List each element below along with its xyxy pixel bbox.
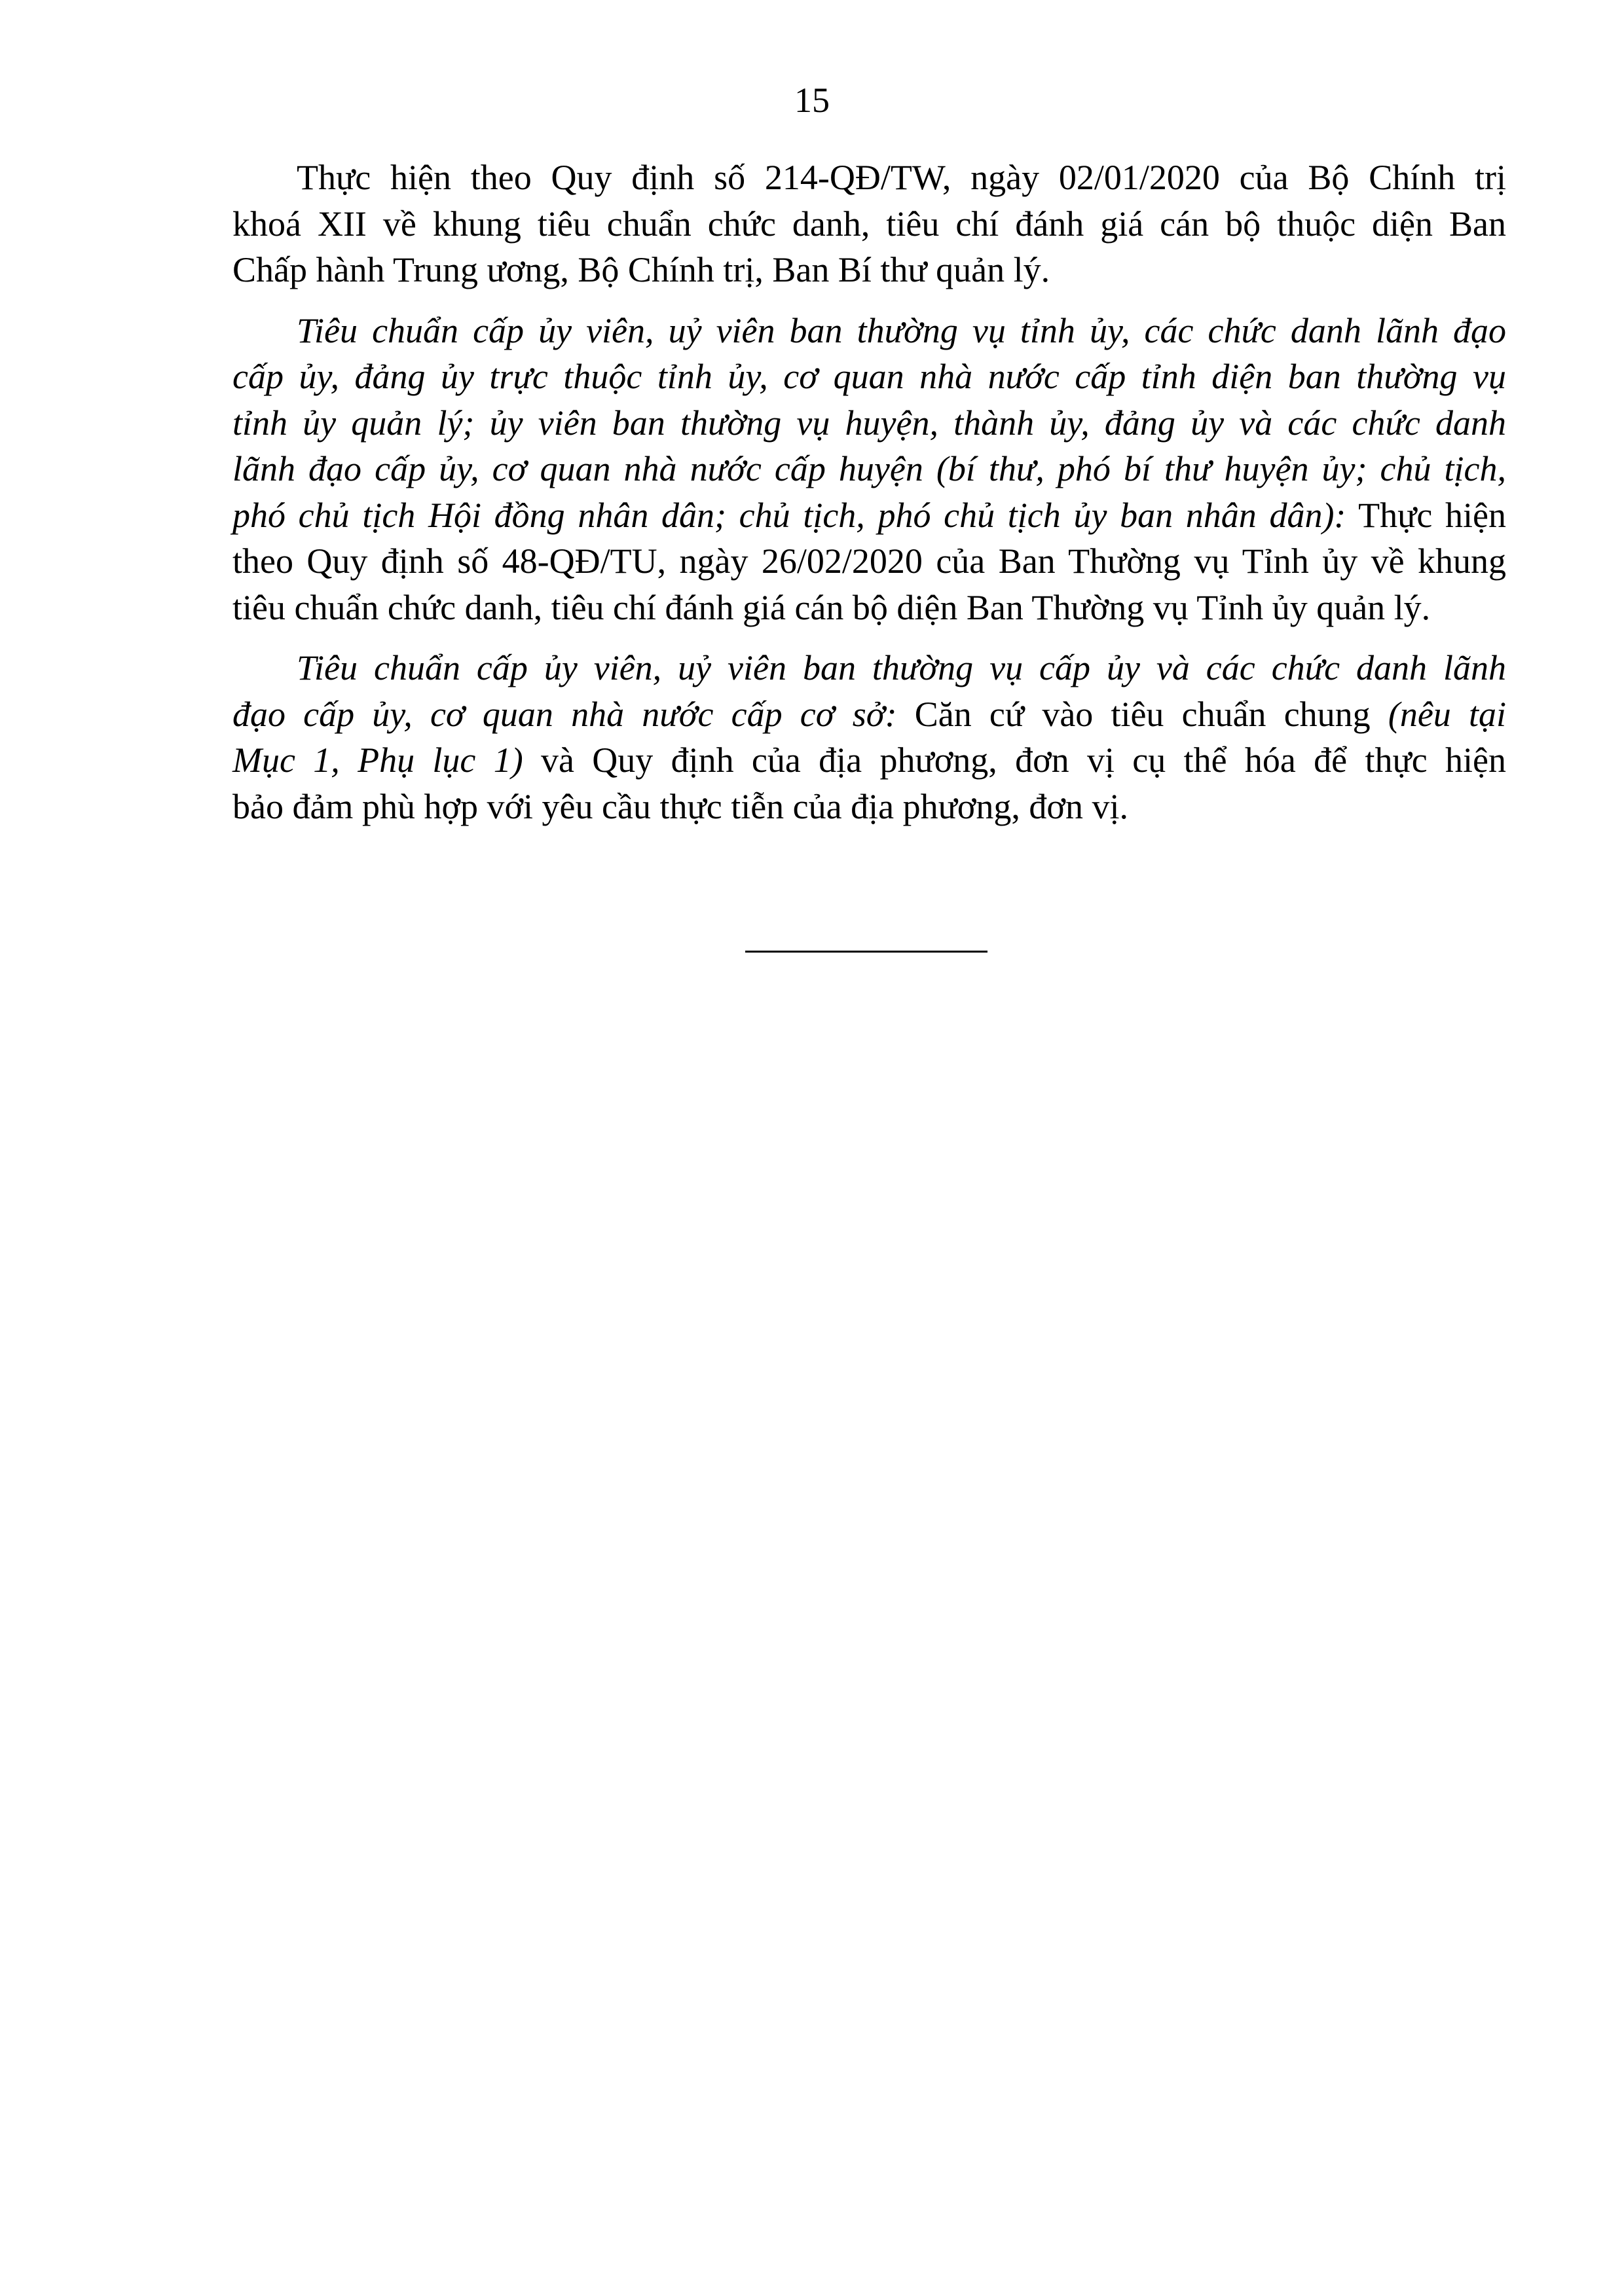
text-line: Tiêu chuẩn cấp ủy viên, uỷ viên ban thường vụ cấp ủy và các chức danh lãnh	[297, 648, 1506, 687]
text-line: đạo cấp ủy, cơ quan nhà nước cấp cơ sở: Căn cứ vào tiêu chuẩn chung (nêu tại	[232, 694, 1506, 734]
text-line: lãnh đạo cấp ủy, cơ quan nhà nước cấp huyện (bí thư, phó bí thư huyện ủy; chủ tịch,	[232, 449, 1506, 488]
text-line: khoá XII về khung tiêu chuẩn chức danh, tiêu chí đánh giá cán bộ thuộc diện Ban	[232, 204, 1506, 244]
page-number: 15	[794, 81, 830, 120]
text-line: phó chủ tịch Hội đồng nhân dân; chủ tịch, phó chủ tịch ủy ban nhân dân): Thực hiện	[232, 495, 1506, 535]
text-line: theo Quy định số 48-QĐ/TU, ngày 26/02/2020 của Ban Thường vụ Tỉnh ủy về khung	[232, 541, 1506, 581]
text-line: Mục 1, Phụ lục 1) và Quy định của địa phương, đơn vị cụ thể hóa để thực hiện	[232, 740, 1506, 780]
text-line: Thực hiện theo Quy định số 214-QĐ/TW, ngày 02/01/2020 của Bộ Chính trị	[297, 158, 1506, 197]
text-line: Tiêu chuẩn cấp ủy viên, uỷ viên ban thường vụ tỉnh ủy, các chức danh lãnh đạo	[297, 310, 1506, 350]
text-line: cấp ủy, đảng ủy trực thuộc tỉnh ủy, cơ quan nhà nước cấp tỉnh diện ban thường vụ	[232, 357, 1506, 396]
paragraph-3	[232, 645, 1506, 829]
paragraph-2	[232, 308, 1506, 631]
text-line: tỉnh ủy quản lý; ủy viên ban thường vụ huyện, thành ủy, đảng ủy và các chức danh	[232, 403, 1506, 443]
text-line: Chấp hành Trung ương, Bộ Chính trị, Ban Bí thư quản lý.	[232, 250, 1050, 289]
text-line: tiêu chuẩn chức danh, tiêu chí đánh giá cán bộ diện Ban Thường vụ Tỉnh ủy quản lý.	[232, 587, 1431, 627]
end-separator-line	[745, 951, 987, 953]
paragraph-1	[232, 155, 1506, 293]
text-line: bảo đảm phù hợp với yêu cầu thực tiễn của địa phương, đơn vị.	[232, 786, 1128, 826]
document-body	[232, 155, 1506, 844]
